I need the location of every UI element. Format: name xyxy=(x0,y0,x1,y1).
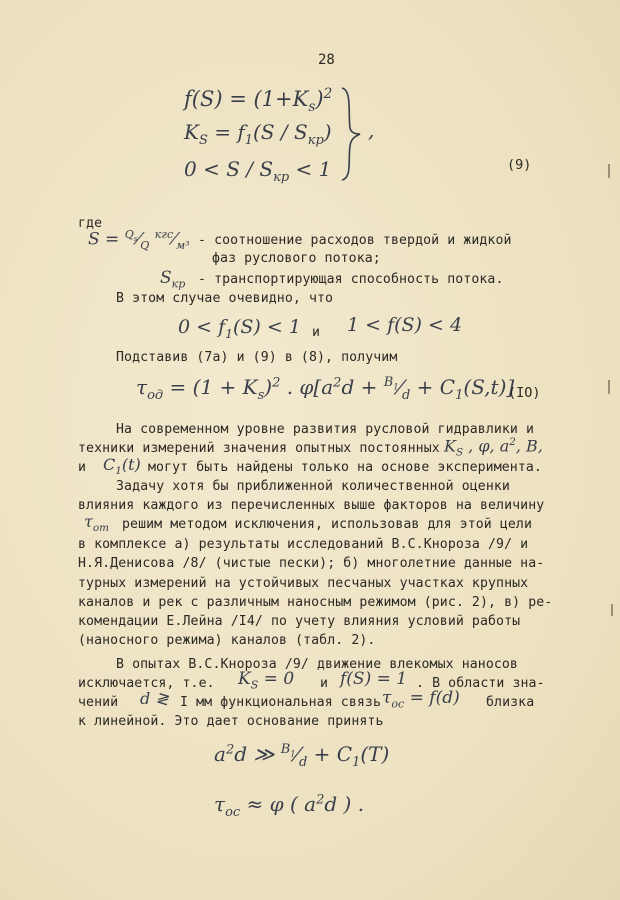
para3-line-2a: исключается, т.е. xyxy=(78,676,215,691)
para3-line-2b: . В области зна- xyxy=(416,676,545,691)
final-formula-2: $\tau_{ос} \approx \varphi$ ( $a^2d$ ) . xyxy=(214,792,365,820)
formula-9-line-1: $f(S) = (1+K_s)^2$ xyxy=(184,86,333,116)
s-kr-symbol: $S_{кр}$ xyxy=(160,268,186,291)
para2-line-4: в комплексе а) результаты исследований В.С.Кнороза /9/ и xyxy=(78,537,529,552)
para1-line-3-and: и xyxy=(78,460,87,475)
para1-c1-symbol: $C_1(t)$ xyxy=(103,455,141,478)
margin-tick xyxy=(608,164,610,178)
para3-line-3a: чений xyxy=(78,695,119,710)
para3-line-4: к линейной. Это дает основание принять xyxy=(78,714,384,729)
formula-9-comma: , xyxy=(368,118,375,142)
para2-line-6: турных измерений на устойчивых песчаных участках крупных xyxy=(78,576,529,591)
para1-line-2: техники измерений значения опытных постоянных xyxy=(78,441,440,456)
para2-line-3: решим методом исключения, использовав для этой цели xyxy=(122,517,533,532)
para1-line-1: На современном уровне развития русловой гидравлики и xyxy=(116,422,535,437)
equation-number-9: (9) xyxy=(507,157,532,173)
margin-tick xyxy=(608,380,610,394)
para2-line-7: каналов и рек с различным наносным режимом (рис. 2), в) ре- xyxy=(78,595,553,610)
s-definition-text-2: фаз руслового потока; xyxy=(212,251,381,266)
para2-line-8: комендации Е.Лейна /I4/ по учету влияния условий работы xyxy=(78,614,521,629)
final-formula-1: $a^2d$ ≫ $^{B_1}⁄_d + C_1(T)$ xyxy=(214,742,390,770)
para3-line-3c: близка xyxy=(486,695,535,710)
para2-line-2: влияния каждого из перечисленных выше факторов на величину xyxy=(78,498,545,513)
inequality-right: 1 < f(S) < 4 xyxy=(347,314,463,336)
equation-number-10: (IO) xyxy=(508,385,541,401)
para3-ks-zero: $K_S = 0$ xyxy=(238,669,295,692)
para2-tau-symbol: $\tau_{от}$ xyxy=(84,512,109,535)
para3-d-symbol: d ≷ xyxy=(140,689,169,708)
para1-symbols: $K_S$ , φ, $a^2$, B, xyxy=(444,436,543,459)
para3-tau-f-d: $\tau_{ос} = f(d)$ xyxy=(382,688,460,711)
formula-10: $\tau_{од} = (1 + K_s)^2$ . $\varphi[a^2d$ + $^{B_1}⁄_d + C_1(S,t)$] xyxy=(136,375,515,403)
obvious-line: В этом случае очевидно, что xyxy=(116,291,334,306)
inequality-left: $0 < f_1(S) < 1$ xyxy=(178,316,301,341)
para2-line-9: (наносного режима) каналов (табл. 2). xyxy=(78,633,376,648)
page-number: 28 xyxy=(318,52,335,68)
para3-line-3b: I мм функциональная связь xyxy=(180,695,381,710)
para2-line-5: Н.Я.Денисова /8/ (чистые пески); б) многолетние данные на- xyxy=(78,556,545,571)
para3-line-1: В опытах В.С.Кнороза /9/ движение влекомых наносов xyxy=(116,657,518,672)
para3-fs-one: f(S) = 1 xyxy=(340,669,408,689)
margin-tick xyxy=(611,604,613,616)
formula-9-line-3: $0 < S / S_{кр} < 1$ xyxy=(184,157,332,185)
curly-brace-icon xyxy=(336,84,366,184)
para1-line-3: могут быть найдены только на основе эксперимента. xyxy=(148,460,542,475)
where-label: где xyxy=(78,216,103,231)
para3-and: и xyxy=(320,676,329,691)
para2-line-1: Задачу хотя бы приближенной количественной оценки xyxy=(116,479,510,494)
formula-9-line-2: $K_S = f_1(S / S_{кр})$ xyxy=(184,120,332,148)
s-definition-text-1: - соотношение расходов твердой и жидкой xyxy=(198,233,512,248)
s-kr-definition-text: - транспортирующая способность потока. xyxy=(198,272,504,287)
s-definition-formula: $S = ^{Q_s}⁄_Q$ $^{кгс}⁄_{м^3}$ xyxy=(88,228,190,253)
substitute-line: Подставив (7а) и (9) в (8), получим xyxy=(116,350,398,365)
inequality-conjunction: и xyxy=(312,325,321,340)
